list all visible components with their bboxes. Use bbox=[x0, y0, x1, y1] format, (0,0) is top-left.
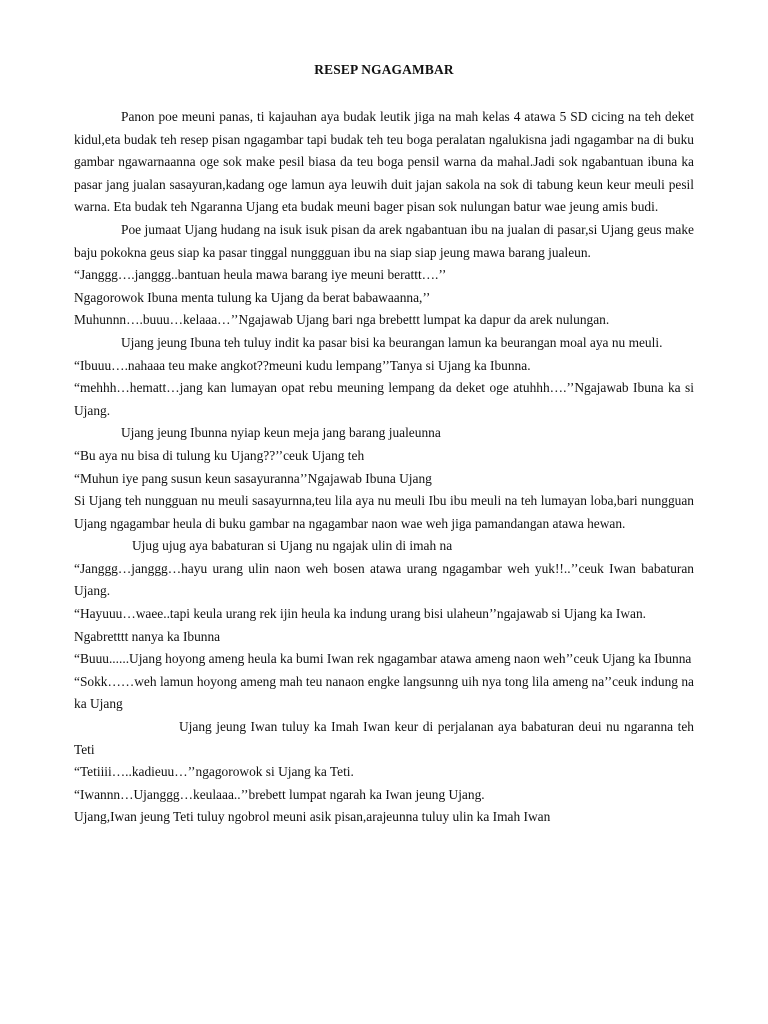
paragraph: Ngabretttt nanya ka Ibunna bbox=[74, 628, 221, 644]
document-title: RESEP NGAGAMBAR bbox=[314, 62, 454, 77]
paragraph: Ujang jeung Ibunna nyiap keun meja jang barang jualeunna bbox=[121, 425, 441, 441]
paragraph: Ujug ujug aya babaturan si Ujang nu ngajak ulin di imah na bbox=[132, 538, 453, 554]
paragraph: “mehhh…hematt…jang kan lumayan opat rebu meuning lempang da deket oge atuhhh….’’Ngajawab Ibuna ka si Ujang. bbox=[74, 380, 694, 418]
paragraph: Si Ujang teh nungguan nu meuli sasayurnna,teu lila aya nu meuli Ibu ibu meuli na teh lumayan loba,bari nungguan Ujang ngagambar heula di buku gambar na ngagambar naon wae weh jiga pamandangan atawa hewan. bbox=[74, 493, 694, 531]
paragraph: “Iwannn…Ujanggg…keulaaa..’’brebett lumpat ngarah ka Iwan jeung Ujang. bbox=[74, 786, 485, 802]
paragraph: Ujang jeung Ibuna teh tuluy indit ka pasar bisi ka beurangan lamun ka beurangan moal aya nu meuli. bbox=[121, 334, 663, 350]
paragraph: “Janggg….janggg..bantuan heula mawa barang iye meuni berattt….’’ bbox=[74, 267, 447, 283]
paragraph: Ngagorowok Ibuna menta tulung ka Ujang da berat babawaanna,’’ bbox=[74, 289, 431, 305]
paragraph: Panon poe meuni panas, ti kajauhan aya budak leutik jiga na mah kelas 4 atawa 5 SD cicing na teh deket kidul,eta budak teh resep pisan ngagambar tapi budak teh teu boga peralatan ngalukisna jadi ngagambar na di buku gambar ngawarnaanna oge sok make pesil biasa da teu boga pensil warna da mahal.Jadi sok ngabantuan ibuna ka pasar jang jualan sasayuran,kadang oge lamun aya leuwih duit jajan sakola na sok di tabung keun keur meuli pesil warna. Eta budak teh Ngaranna Ujang eta budak meuni bager pisan sok nulungan batur wae jeung amis budi. bbox=[74, 109, 694, 215]
paragraph: “Buuu......Ujang hoyong ameng heula ka bumi Iwan rek ngagambar atawa ameng naon weh’’ceuk Ujang ka Ibunna bbox=[74, 651, 692, 667]
paragraph: “Ibuuu….nahaaa teu make angkot??meuni kudu lempang’’Tanya si Ujang ka Ibunna. bbox=[74, 357, 531, 373]
paragraph: “Sokk……weh lamun hoyong ameng mah teu nanaon engke langsunng uih nya tong lila ameng na’’ceuk indung na ka Ujang bbox=[74, 673, 694, 712]
paragraph: Ujang,Iwan jeung Teti tuluy ngobrol meuni asik pisan,arajeunna tuluy ulin ka Imah Iwan bbox=[74, 809, 551, 825]
document-body bbox=[74, 106, 694, 829]
paragraph: Muhunnn….buuu…kelaaa…’’Ngajawab Ujang bari nga brebettt lumpat ka dapur da arek nulungan. bbox=[74, 312, 610, 328]
paragraph: “Janggg…janggg…hayu urang ulin naon weh bosen atawa urang ngagambar weh yuk!!..’’ceuk Iwan babaturan Ujang. bbox=[74, 560, 694, 599]
paragraph: Poe jumaat Ujang hudang na isuk isuk pisan da arek ngabantuan ibu na jualan di pasar,si Ujang geus make baju pokokna geus siap ka pasar tinggal nunggguan ibu na siap siap jeung mawa barang jualeun. bbox=[74, 221, 694, 260]
paragraph: “Bu aya nu bisa di tulung ku Ujang??’’ceuk Ujang teh bbox=[74, 447, 365, 463]
paragraph: “Tetiiii…..kadieuu…’’ngagorowok si Ujang ka Teti. bbox=[74, 764, 354, 780]
paragraph: “Hayuuu…waee..tapi keula urang rek ijin heula ka indung urang bisi ulaheun’’ngajawab si Ujang ka Iwan. bbox=[74, 606, 647, 622]
paragraph: “Muhun iye pang susun keun sasayuranna’’Ngajawab Ibuna Ujang bbox=[74, 470, 432, 486]
paragraph: Ujang jeung Iwan tuluy ka Imah Iwan keur di perjalanan aya babaturan deui nu ngaranna teh Teti bbox=[74, 719, 694, 757]
